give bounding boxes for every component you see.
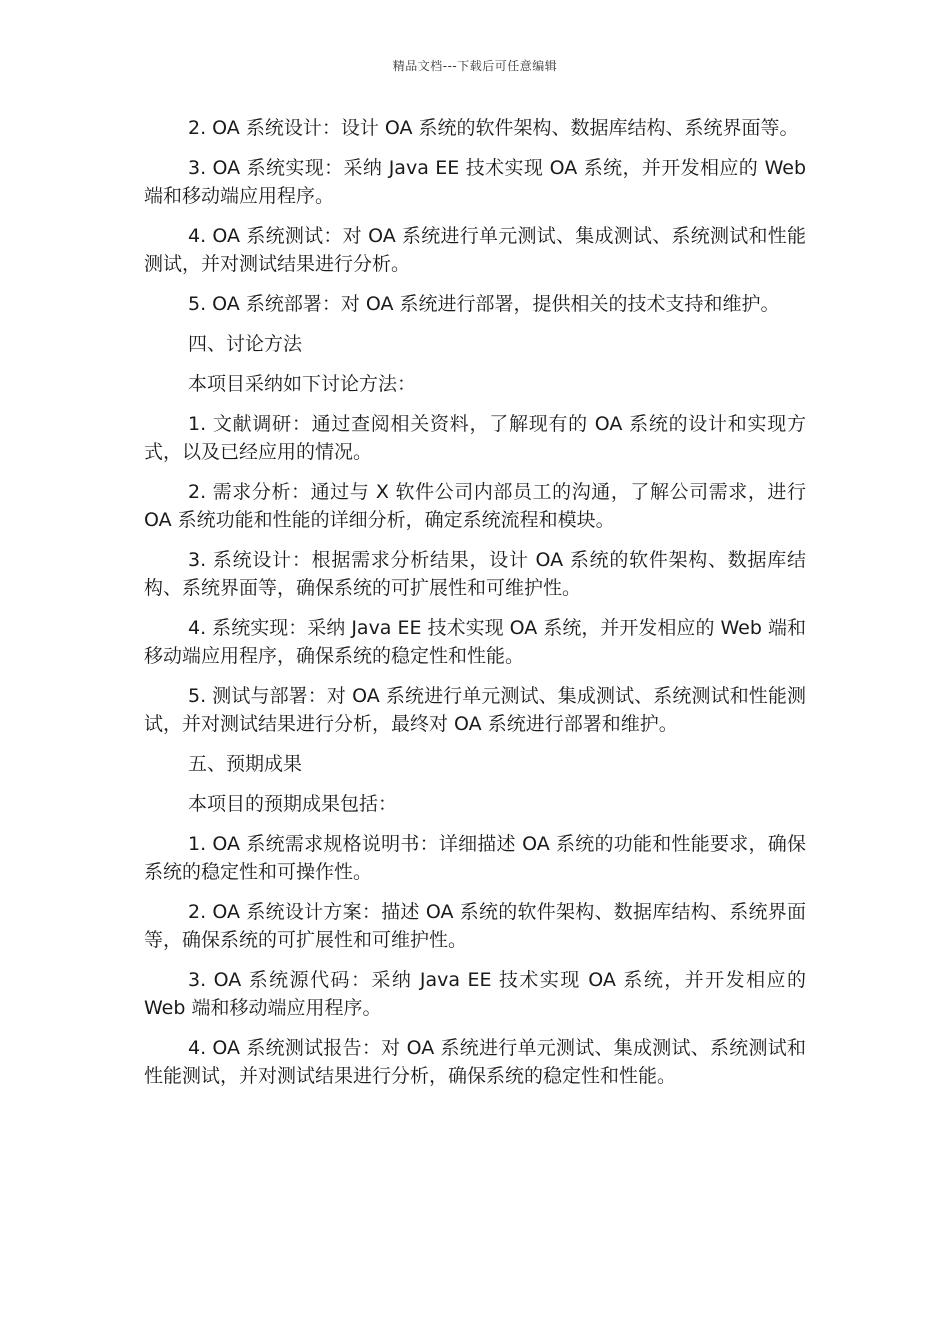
paragraph-source-code: 3. OA 系统源代码：采纳 Java EE 技术实现 OA 系统，并开发相应的 Web 端和移动端应用程序。 bbox=[144, 969, 806, 1019]
document-body bbox=[144, 114, 806, 1102]
paragraph-requirements-analysis: 2. 需求分析：通过与 X 软件公司内部员工的沟通，了解公司需求，进行 OA 系统功能和性能的详细分析，确定系统流程和模块。 bbox=[144, 481, 806, 531]
paragraph-system-design: 3. 系统设计：根据需求分析结果，设计 OA 系统的软件架构、数据库结构、系统界面等，确保系统的可扩展性和可维护性。 bbox=[144, 549, 806, 599]
paragraph-methods-intro: 本项目采纳如下讨论方法： bbox=[188, 373, 417, 395]
paragraph-oa-design: 2. OA 系统设计：设计 OA 系统的软件架构、数据库结构、系统界面等。 bbox=[188, 117, 799, 139]
paragraph-oa-implementation: 3. OA 系统实现：采纳 Java EE 技术实现 OA 系统，并开发相应的 Web 端和移动端应用程序。 bbox=[144, 157, 806, 207]
paragraph-oa-testing: 4. OA 系统测试：对 OA 系统进行单元测试、集成测试、系统测试和性能测试，并对测试结果进行分析。 bbox=[144, 225, 806, 275]
page-header: 精品文档---下载后可任意编辑 bbox=[392, 59, 558, 73]
paragraph-outcomes-intro: 本项目的预期成果包括： bbox=[188, 793, 398, 815]
section-heading-methods: 四、讨论方法 bbox=[188, 333, 303, 355]
paragraph-testing-deployment: 5. 测试与部署：对 OA 系统进行单元测试、集成测试、系统测试和性能测试，并对测试结果进行分析，最终对 OA 系统进行部署和维护。 bbox=[144, 685, 806, 735]
section-heading-outcomes: 五、预期成果 bbox=[188, 753, 303, 775]
paragraph-literature-review: 1. 文献调研：通过查阅相关资料，了解现有的 OA 系统的设计和实现方式，以及已经应用的情况。 bbox=[144, 413, 806, 463]
paragraph-system-implementation: 4. 系统实现：采纳 Java EE 技术实现 OA 系统，并开发相应的 Web 端和移动端应用程序，确保系统的稳定性和性能。 bbox=[144, 617, 806, 667]
paragraph-oa-deployment: 5. OA 系统部署：对 OA 系统进行部署，提供相关的技术支持和维护。 bbox=[188, 293, 780, 315]
paragraph-test-report: 4. OA 系统测试报告：对 OA 系统进行单元测试、集成测试、系统测试和性能测试，并对测试结果进行分析，确保系统的稳定性和性能。 bbox=[144, 1037, 806, 1087]
paragraph-design-plan: 2. OA 系统设计方案：描述 OA 系统的软件架构、数据库结构、系统界面等，确保系统的可扩展性和可维护性。 bbox=[144, 901, 806, 951]
paragraph-requirements-spec: 1. OA 系统需求规格说明书：详细描述 OA 系统的功能和性能要求，确保系统的稳定性和可操作性。 bbox=[144, 833, 806, 883]
